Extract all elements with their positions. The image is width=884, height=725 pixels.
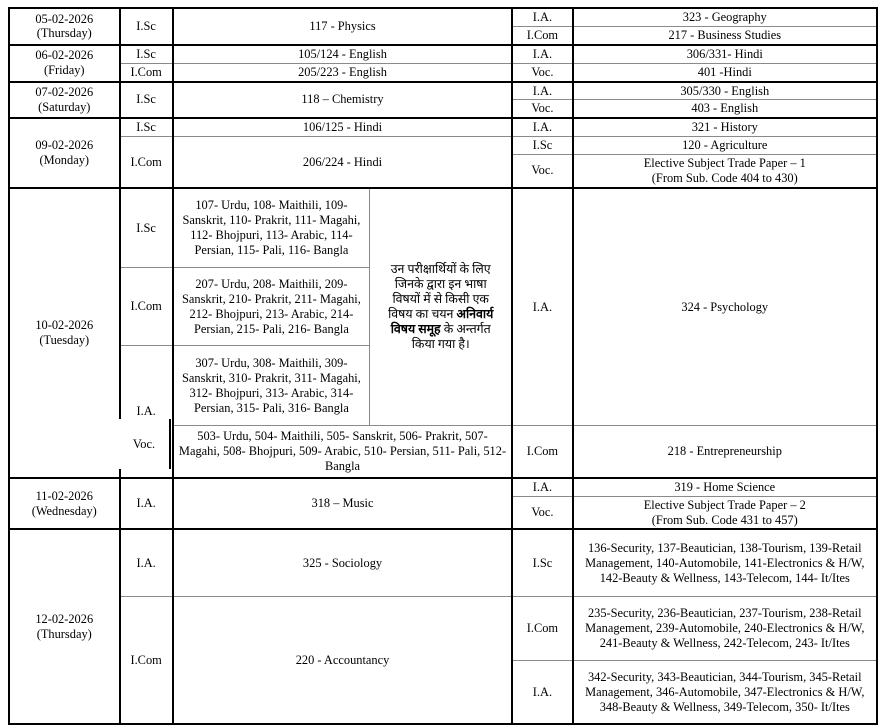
day-text: (Saturday) — [38, 99, 91, 114]
stream-cell: I.A. — [120, 529, 173, 596]
day-text: (Thursday) — [36, 26, 92, 41]
stream-cell: I.A. — [512, 118, 572, 136]
subject-cell: 205/223 - English — [173, 63, 513, 81]
table-row — [9, 45, 877, 63]
stream-cell-voc-languages — [119, 419, 171, 469]
subject-line-1: Elective Subject Trade Paper – 1 — [643, 156, 806, 170]
subject-cell: 220 - Accountancy — [173, 596, 513, 724]
stream-cell: I.Sc — [120, 118, 173, 136]
subject-cell: 324 - Psychology — [573, 188, 877, 426]
stream-label: Voc. — [132, 436, 156, 451]
stream-cell: I.A. — [120, 346, 173, 478]
stream-cell: I.A. — [512, 82, 572, 100]
date-cell-d3 — [9, 82, 120, 119]
subject-cell: 217 - Business Studies — [573, 26, 877, 44]
note-line-2: जिनके द्वारा इन भाषा — [394, 277, 487, 292]
stream-cell: I.Sc — [120, 45, 173, 63]
subject-cell: 319 - Home Science — [573, 478, 877, 496]
stream-cell: I.Sc — [512, 137, 572, 155]
subject-cell: 207- Urdu, 208- Maithili, 209- Sanskrit, 210- Prakrit, 211- Magahi, 212- Bhojpuri, 213- Arabic, 214- Persian, 215- Pali, 216- Bangla — [173, 268, 370, 346]
subject-cell — [573, 496, 877, 529]
stream-cell: I.A. — [512, 660, 572, 724]
note-line-6: किया गया है। — [411, 336, 470, 351]
date-text: 11-02-2026 — [35, 488, 93, 503]
note-line-4-bold: अनिवार्य — [456, 307, 494, 321]
note-line-5 — [372, 322, 509, 337]
subject-cell: 318 – Music — [173, 478, 513, 530]
stream-cell: I.Sc — [120, 82, 173, 119]
subject-cell: 106/125 - Hindi — [173, 118, 513, 136]
subject-cell: 403 - English — [573, 100, 877, 118]
stream-cell: Voc. — [512, 63, 572, 81]
date-text: 07-02-2026 — [35, 85, 94, 99]
note-line-5-bold: विषय समूह — [390, 321, 441, 336]
subject-cell: 305/330 - English — [573, 82, 877, 100]
table-row — [9, 188, 877, 268]
subject-cell: 321 - History — [573, 118, 877, 136]
stream-cell: I.Com — [120, 137, 173, 188]
table-row — [9, 529, 877, 596]
subject-cell — [573, 155, 877, 188]
stream-cell: I.Com — [120, 596, 173, 724]
subject-cell: 306/331- Hindi — [573, 45, 877, 63]
subject-cell: 117 - Physics — [173, 8, 513, 45]
table-row — [9, 8, 877, 26]
date-cell-d2 — [9, 45, 120, 82]
day-text: (Monday) — [39, 153, 90, 167]
stream-cell: I.A. — [512, 478, 572, 496]
subject-line-1: Elective Subject Trade Paper – 2 — [643, 497, 806, 512]
day-text: (Thursday) — [36, 626, 92, 641]
day-text: (Wednesday) — [31, 503, 97, 518]
table-row — [9, 137, 877, 155]
subject-cell: 118 – Chemistry — [173, 82, 513, 119]
table-row — [9, 118, 877, 136]
exam-timetable — [8, 7, 878, 725]
date-cell-d6 — [9, 478, 120, 530]
table-row — [9, 82, 877, 100]
table-row — [9, 596, 877, 660]
subject-cell: 218 - Entrepreneurship — [573, 426, 877, 478]
subject-cell: 206/224 - Hindi — [173, 137, 513, 188]
subject-cell: 401 -Hindi — [573, 63, 877, 81]
note-line-1: उन परीक्षार्थियों के लिए — [390, 262, 491, 277]
stream-cell: I.Sc — [512, 529, 572, 596]
subject-cell: 120 - Agriculture — [573, 137, 877, 155]
subject-cell: 105/124 - English — [173, 45, 513, 63]
subject-line-2: (From Sub. Code 431 to 457) — [651, 512, 798, 527]
subject-cell: 235-Security, 236-Beautician, 237-Tourism, 238-Retail Management, 239-Automobile, 240-Electronics & H/W, 241-Beauty & Wellness, 242-Telecom, 243- It/Ites — [573, 596, 877, 660]
date-text: 09-02-2026 — [35, 138, 94, 153]
stream-cell: I.Sc — [120, 8, 173, 45]
note-line-4 — [372, 307, 509, 322]
stream-cell: Voc. — [512, 100, 572, 118]
note-line-3: विषयों में से किसी एक — [392, 292, 489, 307]
date-text: 12-02-2026 — [35, 612, 94, 626]
stream-cell: I.A. — [120, 478, 173, 530]
table-row — [9, 478, 877, 496]
stream-cell: Voc. — [512, 155, 572, 188]
date-cell-d4 — [9, 118, 120, 188]
subject-line-2: (From Sub. Code 404 to 430) — [651, 170, 798, 185]
date-text: 10-02-2026 — [35, 317, 94, 332]
note-line-5-post: के अन्तर्गत — [440, 321, 491, 336]
subject-cell: 503- Urdu, 504- Maithili, 505- Sanskrit, 506- Prakrit, 507- Magahi, 508- Bhojpuri, 509- Arabic, 510- Persian, 511- Pali, 512- Bangla — [173, 426, 513, 478]
stream-cell: I.A. — [512, 188, 572, 426]
subject-cell: 342-Security, 343-Beautician, 344-Tourism, 345-Retail Management, 346-Automobile, 347-Electronics & H/W, 348-Beauty & Wellness, 349-Telecom, 350- It/Ites — [573, 660, 877, 724]
subject-cell: 307- Urdu, 308- Maithili, 309- Sanskrit, 310- Prakrit, 311- Magahi, 312- Bhojpuri, 313- Arabic, 314- Persian, 315- Pali, 316- Bangla — [173, 346, 370, 426]
stream-cell: I.A. — [512, 45, 572, 63]
note-line-4-pre: विषय का चयन — [388, 307, 457, 321]
date-text: 05-02-2026 — [35, 11, 94, 26]
date-cell-d5 — [9, 188, 120, 478]
stream-cell: I.Com — [512, 26, 572, 44]
stream-cell: I.Com — [512, 426, 572, 478]
subject-cell: 323 - Geography — [573, 8, 877, 26]
subject-cell: 325 - Sociology — [173, 529, 513, 596]
subject-cell: 136-Security, 137-Beautician, 138-Tourism, 139-Retail Management, 140-Automobile, 141-Electronics & H/W, 142-Beauty & Wellness, 143-Telecom, 144- It/Ites — [573, 529, 877, 596]
stream-cell: I.Com — [120, 268, 173, 346]
date-cell-d1 — [9, 8, 120, 45]
stream-cell: I.A. — [512, 8, 572, 26]
language-selection-note — [370, 188, 513, 426]
day-text: (Friday) — [43, 63, 85, 78]
stream-cell: Voc. — [512, 496, 572, 529]
date-text: 06-02-2026 — [35, 48, 94, 63]
stream-cell: I.Com — [120, 63, 173, 81]
day-text: (Tuesday) — [39, 332, 90, 347]
date-cell-d7 — [9, 529, 120, 724]
subject-cell: 107- Urdu, 108- Maithili, 109- Sanskrit, 110- Prakrit, 111- Magahi, 112- Bhojpuri, 113- Arabic, 114- Persian, 115- Pali, 116- Bangla — [173, 188, 370, 268]
stream-cell: I.Sc — [120, 188, 173, 268]
table-row — [9, 63, 877, 81]
stream-cell: I.Com — [512, 596, 572, 660]
